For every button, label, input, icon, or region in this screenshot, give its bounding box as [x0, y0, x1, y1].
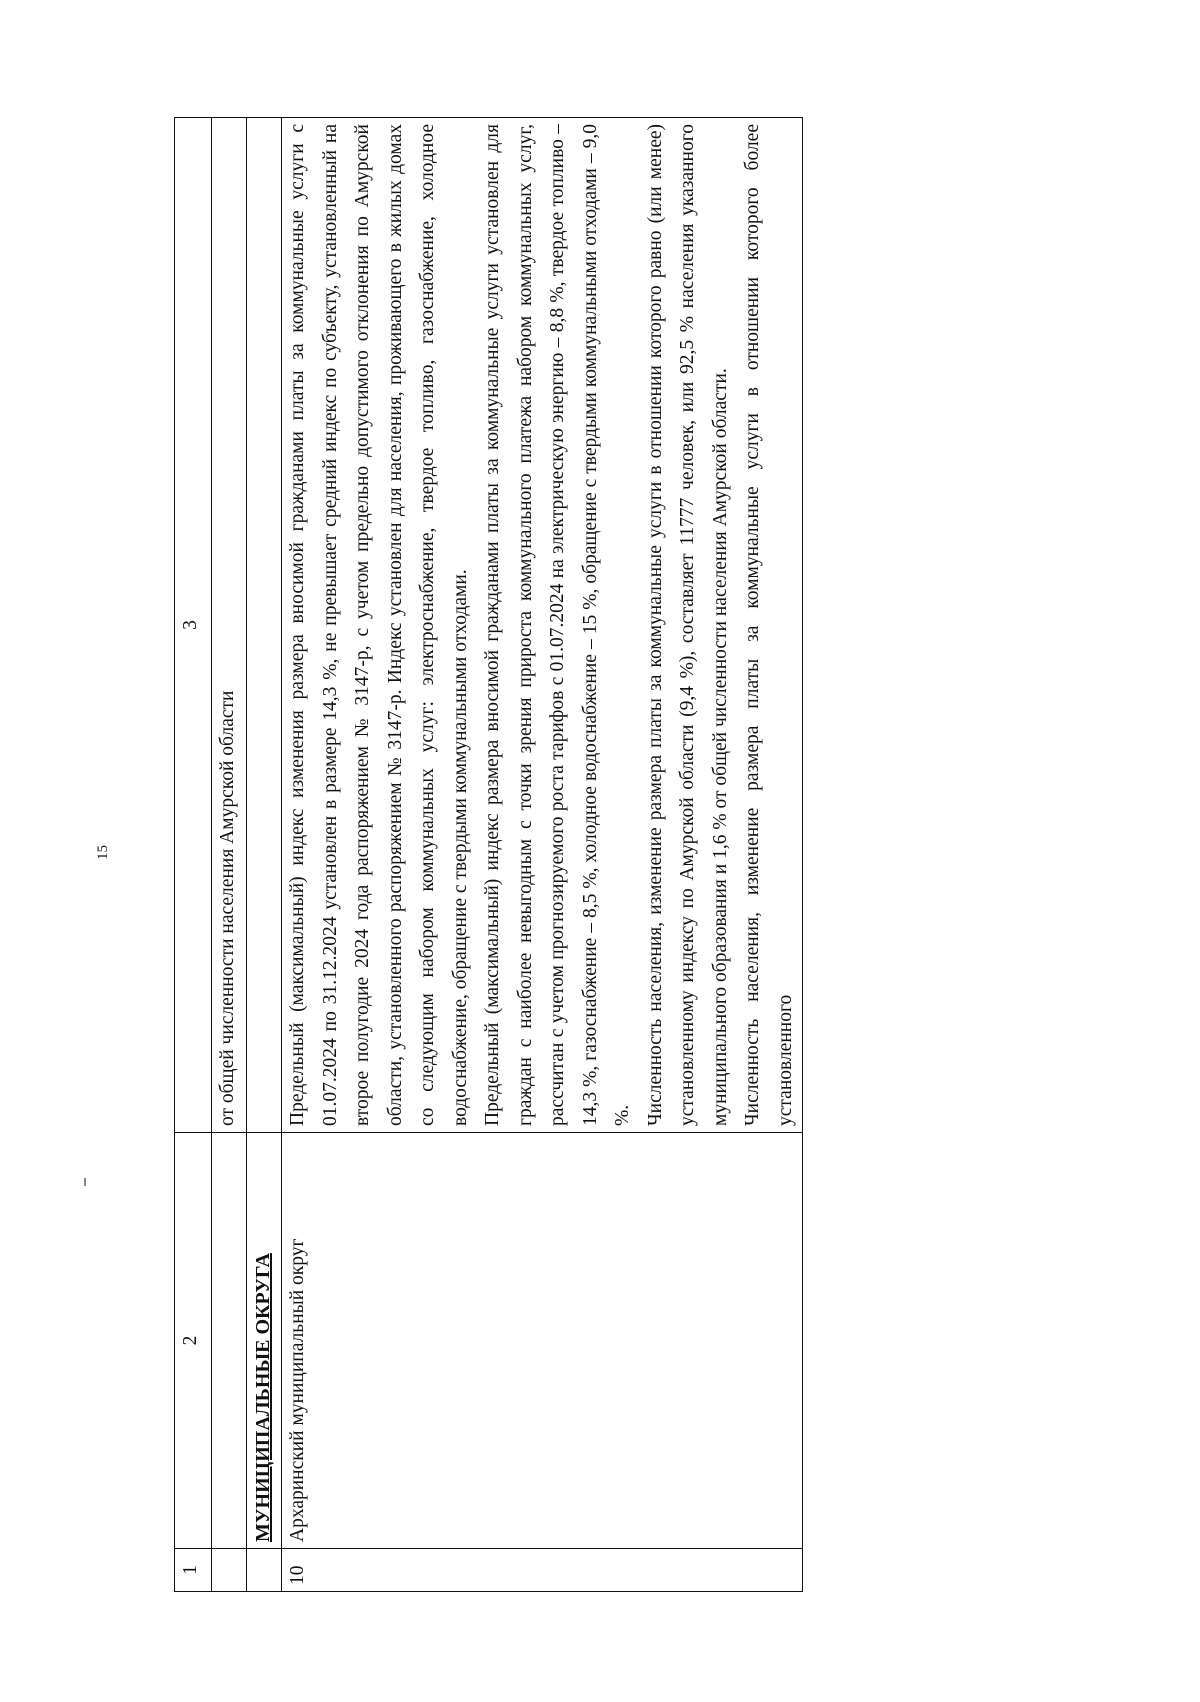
scan-speck [84, 1178, 86, 1186]
continuation-cell-2 [212, 1133, 247, 1549]
section-cell-1 [247, 1549, 282, 1592]
column-number-3: 3 [175, 118, 212, 1133]
column-number-2: 2 [175, 1133, 212, 1549]
table-row [282, 118, 803, 1592]
column-number-row [175, 118, 212, 1592]
rotated-page-content [174, 118, 1100, 1592]
population-above-index-paragraph: Численность населения, изменение размера платы за коммунальные услуги в отношении которого более установленного [742, 124, 796, 1126]
index-paragraph: Предельный (максимальный) индекс изменения размера вносимой гражданами платы за коммунальные услуги с 01.07.2024 по 31.12.2024 установлен в размере 14,3 %, не превышает средний индекс по субъекту, установленный на второе полугодие 2024 года распоряжением № 3147-р, с учетом предельно допустимого отклонения по Амурской области, установленного распоряжением № 3147-р. Индекс установлен для населения, проживающего в жилых домах со следующим набором коммунальных услуг: электроснабжение, твердое топливо, газоснабжение, холодное водоснабжение, обращение с твердыми коммунальными отходами. [287, 124, 471, 1126]
description-cell [282, 118, 803, 1133]
section-title: МУНИЦИПАЛЬНЫЕ ОКРУГА [247, 1133, 282, 1549]
continuation-text: от общей численности населения Амурской области [212, 118, 247, 1133]
section-row [247, 118, 282, 1592]
population-within-index-paragraph: Численность населения, изменение размера платы за коммунальные услуги в отношении которого равно (или менее) установленному индексу по Амурской области (9,4 %), составляет 11777 человек, или 92,5 % населения указанного муниципального образования и 1,6 % от общей численности населения Амурской области. [644, 124, 731, 1126]
municipality-name: Архаринский муниципальный округ [282, 1133, 803, 1549]
section-cell-3 [247, 118, 282, 1133]
continuation-row [212, 118, 247, 1592]
page-number: 15 [95, 845, 111, 860]
continuation-cell-1 [212, 1549, 247, 1592]
row-number: 10 [282, 1549, 803, 1592]
column-number-1: 1 [175, 1549, 212, 1592]
tariff-index-table [174, 117, 803, 1592]
calculation-paragraph: Предельный (максимальный) индекс размера вносимой гражданами платы за коммунальные услуги установлен для граждан с наиболее невыгодным с точки зрения прироста коммунального платежа набором коммунальных услуг, рассчитан с учетом прогнозируемого роста тарифов с 01.07.2024 на электрическую энергию – 8,8 %, твердое топливо – 14,3 %, газоснабжение – 8,5 %, холодное водоснабжение – 15 %, обращение с твердыми коммунальными отходами – 9,0 %. [482, 124, 633, 1126]
